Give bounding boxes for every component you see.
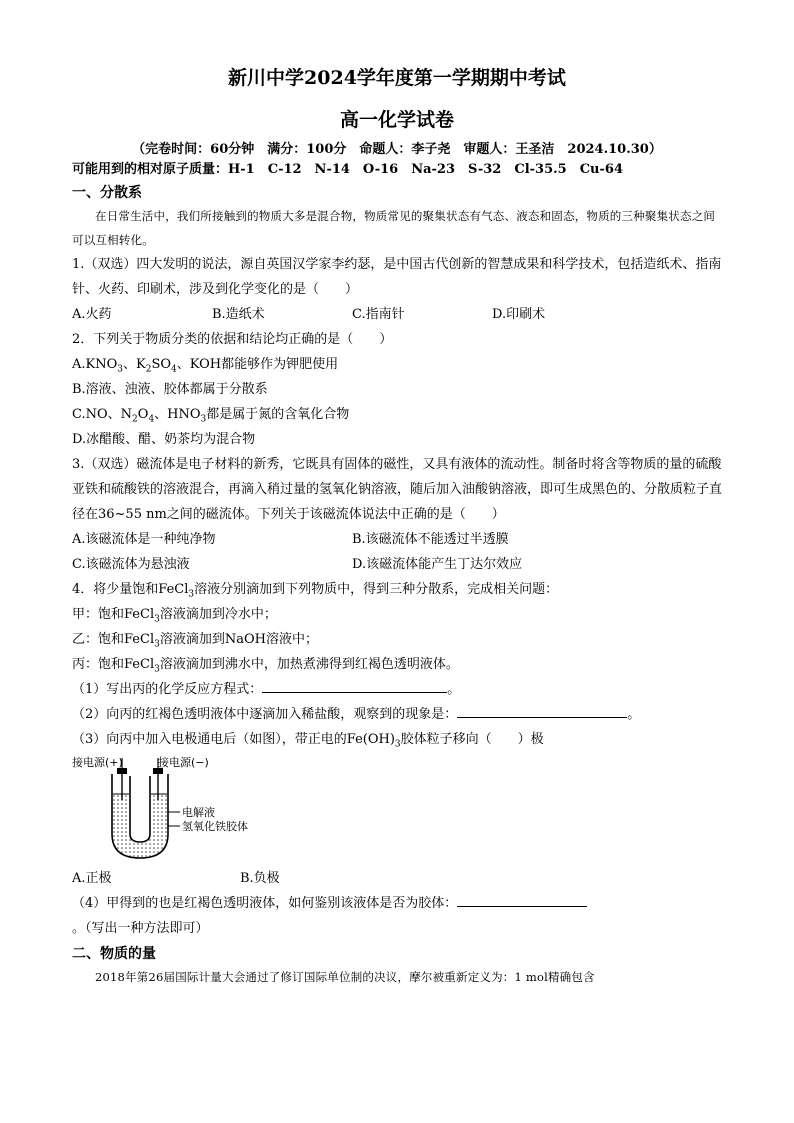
q1-option-b: B.造纸术 (212, 307, 265, 322)
section-heading-dispersion: 一、分散系 (72, 185, 142, 201)
q4-part-1-answer-blank[interactable] (262, 678, 447, 693)
label-iron-hydroxide-colloid: 氢氧化铁胶体 (182, 820, 248, 833)
q1-option-a: A.火药 (72, 307, 112, 322)
colloid-fill (113, 794, 167, 857)
label-electrolyte: 电解液 (182, 806, 215, 819)
q3-option-c: C.该磁流体为悬浊液 (72, 557, 190, 572)
q4-part-4-answer-blank[interactable] (457, 892, 587, 907)
u-tube-electrophoresis-figure (72, 754, 272, 864)
exam-info: （完卷时间：60分钟 满分：100分 命题人：李子尧 审题人：王圣洁 2024.10.30） (132, 142, 662, 157)
question-3-options-row2 (72, 552, 722, 577)
atomic-masses: 可能用到的相对原子质量：H-1 C-12 N-14 O-16 Na-23 S-32 Cl-35.5 Cu-64 (72, 162, 623, 177)
q4-part-3-option-a: A.正极 (72, 871, 112, 886)
section-intro-amount-of-substance: 2018年第26届国际计量大会通过了修订国际单位制的决议，摩尔被重新定义为：1 mol精确包含 (95, 970, 595, 984)
question-1-stem: 1.（双选）四大发明的说法，源自英国汉学家李约瑟，是中国古代创新的智慧成果和科学技术，包括造纸术、指南针、火药、印刷术，涉及到化学变化的是（ ） (72, 257, 722, 297)
question-4-stem: 4．将少量饱和FeCl$_3$溶液分别滴加到下列物质中，得到三种分散系，完成相关问题： (72, 582, 559, 600)
exam-title: 新川中学2024学年度第一学期期中考试 (228, 67, 566, 89)
q4-part-3: （3）向丙中加入电极通电后（如图），带正电的$Fe(OH)_3$胶体粒子移向（ ）极 (72, 732, 544, 750)
q4-part-3-options (72, 866, 722, 891)
q3-option-a: A.该磁流体是一种纯净物 (72, 532, 216, 547)
q4-case-jia: 甲：饱和FeCl$_3$溶液滴加到冷水中； (72, 607, 277, 625)
q4-case-yi: 乙：饱和FeCl$_3$溶液滴加到NaOH溶液中； (72, 632, 318, 650)
q2-option-b: B.溶液、浊液、胶体都属于分散系 (72, 382, 268, 397)
q3-option-d: D.该磁流体能产生丁达尔效应 (352, 557, 523, 572)
exam-page (72, 62, 722, 989)
q4-case-bing: 丙：饱和FeCl$_3$溶液滴加到沸水中，加热煮沸得到红褐色透明液体。 (72, 657, 459, 675)
q2-option-c: C.NO、$N_2O_4$、$HNO_3$都是属于氮的含氧化合物 (72, 407, 350, 425)
q4-part-1: （1）写出丙的化学反应方程式： 。 (72, 677, 722, 702)
question-2-stem: 2．下列关于物质分类的依据和结论均正确的是（ ） (72, 332, 393, 347)
q3-option-b: B.该磁流体不能透过半透膜 (352, 532, 509, 547)
label-positive-terminal: 接电源(+) (72, 756, 123, 769)
label-negative-terminal: 接电源(−) (158, 756, 209, 769)
q1-option-c: C.指南针 (352, 307, 405, 322)
q2-option-a: $A.KNO_3$、$K_2SO_4$、KOH都能够作为钾肥使用 (72, 357, 339, 375)
q1-option-d: D.印刷术 (492, 307, 546, 322)
q4-part-2-answer-blank[interactable] (457, 703, 627, 718)
question-1-options (72, 302, 722, 327)
q4-part-2: （2）向丙的红褐色透明液体中逐滴加入稀盐酸，观察到的现象是： 。 (72, 702, 722, 727)
section-intro-dispersion: 在日常生活中，我们所接触到的物质大多是混合物，物质常见的聚集状态有气态、液态和固态，物质的三种聚集状态之间可以互相转化。 (72, 209, 716, 247)
section-heading-amount-of-substance: 二、物质的量 (72, 946, 156, 962)
q4-part-3-option-b: B.负极 (240, 871, 280, 886)
exam-subtitle: 高一化学试卷 (339, 109, 454, 131)
u-tube-diagram (72, 754, 272, 864)
question-3-stem: 3.（双选）磁流体是电子材料的新秀，它既具有固体的磁性，又具有液体的流动性。制备时将含等物质的量的硫酸亚铁和硫酸铁的溶液混合，再滴入稍过量的氢氧化钠溶液，随后加入油酸钠溶液，即可生成黑色的、分散质粒子直径在36~55 nm之间的磁流体。下列关于该磁流体说法中正确的是（ ） (72, 457, 723, 522)
q2-option-d: D.冰醋酸、醋、奶茶均为混合物 (72, 432, 256, 447)
question-3-options-row1 (72, 527, 722, 552)
q4-part-4: （4）甲得到的也是红褐色透明液体，如何鉴别该液体是否为胶体：。（写出一种方法即可） (72, 891, 722, 941)
